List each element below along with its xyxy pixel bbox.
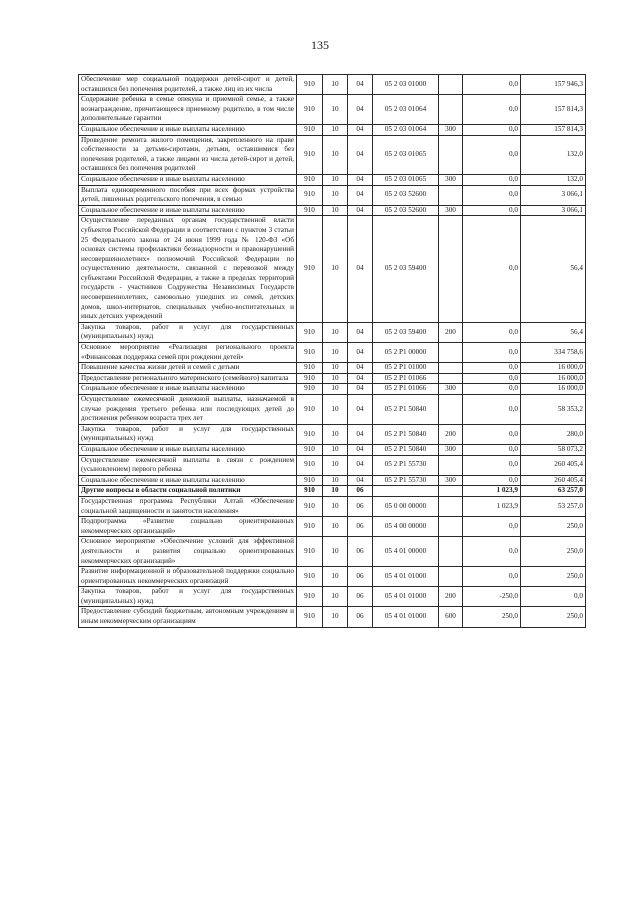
row-expense-type-cell [439, 185, 463, 205]
row-section-cell: 10 [323, 537, 348, 567]
row-name-cell: Осуществление переданных органам государственной власти субъектов Российской Федерации в соответствии с пунктом 3 статьи 25 Федерального закона от 24 июня 1999 года № 120-ФЗ «Об основах системы профилактики безнадзорности и правонарушений несовершеннолетних» полномочий Российской Федерации по осуществлению деятельности, связанной с перевозкой между субъектами Российской Федерации, а также в пределах территорий государств - участников Содружества Независимых Государств несовершеннолетних, самовольно ушедших из семей, детских домов, школ-интернатов, специальных учебно-воспитательных и иных детских учреждений [79, 216, 297, 323]
row-target-article-cell: 05 2 P1 55730 [373, 475, 439, 486]
row-target-article-cell: 05 2 03 01064 [373, 124, 439, 135]
row-name-cell: Выплата единовременного пособия при всех формах устройства детей, лишенных родительского попечения, в семью [79, 185, 297, 205]
row-subsection-cell: 04 [348, 135, 373, 174]
budget-table [78, 74, 586, 628]
row-target-article-cell: 05 2 03 59400 [373, 322, 439, 342]
row-target-article-cell [373, 486, 439, 497]
row-subsection-cell: 04 [348, 174, 373, 185]
row-grbs-cell: 910 [297, 185, 323, 205]
row-expense-type-cell: 300 [439, 444, 463, 455]
row-subsection-cell: 04 [348, 185, 373, 205]
row-name-cell: Подпрограмма «Развитие социально ориентированных некоммерческих организаций» [79, 517, 297, 537]
row-target-article-cell: 05 2 P1 50840 [373, 424, 439, 444]
row-subsection-cell: 04 [348, 216, 373, 323]
row-expense-type-cell: 600 [439, 607, 463, 627]
row-name-cell: Содержание ребенка в семье опекуна и приемной семье, а также вознаграждение, причитающееся приемному родителю, в том числе дополнительные гарантии [79, 95, 297, 125]
row-amount-total-cell: 56,4 [521, 216, 586, 323]
row-amount-total-cell: 157 814,3 [521, 124, 586, 135]
row-subsection-cell: 04 [348, 75, 373, 95]
row-amount-change-cell: 0,0 [463, 95, 521, 125]
row-grbs-cell: 910 [297, 587, 323, 607]
row-name-cell: Основное мероприятие «Обеспечение условий для эффективной деятельности и развития социально ориентированных некоммерческих организаций» [79, 537, 297, 567]
row-grbs-cell: 910 [297, 216, 323, 323]
row-amount-change-cell: 0,0 [463, 216, 521, 323]
table-row [79, 174, 586, 185]
row-target-article-cell: 05 4 00 00000 [373, 517, 439, 537]
row-expense-type-cell [439, 486, 463, 497]
row-amount-change-cell: 1 023,9 [463, 496, 521, 516]
page-number: 135 [311, 38, 329, 52]
row-amount-total-cell: 58 353,2 [521, 395, 586, 425]
row-target-article-cell: 05 2 03 01065 [373, 135, 439, 174]
row-subsection-cell: 04 [348, 455, 373, 475]
row-amount-change-cell: 0,0 [463, 205, 521, 216]
row-amount-change-cell: 0,0 [463, 185, 521, 205]
row-expense-type-cell [439, 75, 463, 95]
row-section-cell: 10 [323, 587, 348, 607]
row-expense-type-cell: 300 [439, 384, 463, 395]
row-target-article-cell: 05 0 00 00000 [373, 496, 439, 516]
row-target-article-cell: 05 2 P1 50840 [373, 395, 439, 425]
row-subsection-cell: 06 [348, 607, 373, 627]
row-name-cell: Закупка товаров, работ и услуг для государственных (муниципальных) нужд [79, 322, 297, 342]
row-name-cell: Предоставление регионального материнского (семейного) капитала [79, 373, 297, 384]
row-subsection-cell: 06 [348, 537, 373, 567]
row-grbs-cell: 910 [297, 567, 323, 587]
row-section-cell: 10 [323, 395, 348, 425]
row-amount-total-cell: 260 405,4 [521, 455, 586, 475]
table-row [79, 124, 586, 135]
row-section-cell: 10 [323, 607, 348, 627]
row-amount-total-cell: 250,0 [521, 607, 586, 627]
row-amount-total-cell: 132,0 [521, 174, 586, 185]
table-row [79, 363, 586, 374]
row-target-article-cell: 05 2 03 01064 [373, 95, 439, 125]
row-name-cell: Социальное обеспечение и иные выплаты населению [79, 124, 297, 135]
row-amount-change-cell: 0,0 [463, 537, 521, 567]
row-grbs-cell: 910 [297, 75, 323, 95]
row-name-cell: Закупка товаров, работ и услуг для государственных (муниципальных) нужд [79, 424, 297, 444]
row-grbs-cell: 910 [297, 607, 323, 627]
row-target-article-cell: 05 2 03 01065 [373, 174, 439, 185]
row-expense-type-cell: 200 [439, 322, 463, 342]
row-amount-change-cell: 0,0 [463, 124, 521, 135]
row-expense-type-cell [439, 567, 463, 587]
row-grbs-cell: 910 [297, 537, 323, 567]
row-name-cell: Предоставление субсидий бюджетным, автономным учреждениям и иным некоммерческим организациям [79, 607, 297, 627]
row-expense-type-cell [439, 537, 463, 567]
row-expense-type-cell [439, 363, 463, 374]
row-name-cell: Проведение ремонта жилого помещения, закрепленного на праве собственности за детьми-сиротами, детьми, оставшимися без попечения родителей, а также лицами из числа детей-сирот и детей, оставшихся без попечения родителей [79, 135, 297, 174]
row-amount-total-cell: 16 000,0 [521, 373, 586, 384]
row-section-cell: 10 [323, 185, 348, 205]
row-section-cell: 10 [323, 475, 348, 486]
row-target-article-cell: 05 4 01 01000 [373, 587, 439, 607]
row-name-cell: Социальное обеспечение и иные выплаты населению [79, 205, 297, 216]
row-grbs-cell: 910 [297, 455, 323, 475]
row-target-article-cell: 05 2 03 52600 [373, 185, 439, 205]
row-grbs-cell: 910 [297, 475, 323, 486]
row-target-article-cell: 05 4 01 00000 [373, 537, 439, 567]
row-name-cell: Развитие информационной и образовательной поддержки социально ориентированных некоммерческих организаций [79, 567, 297, 587]
row-name-cell: Основное мероприятие «Реализация регионального проекта «Финансовая поддержка семей при рождении детей» [79, 343, 297, 363]
row-grbs-cell: 910 [297, 384, 323, 395]
row-expense-type-cell [439, 496, 463, 516]
row-amount-total-cell: 3 066,1 [521, 205, 586, 216]
row-section-cell: 10 [323, 496, 348, 516]
row-expense-type-cell [439, 395, 463, 425]
row-subsection-cell: 04 [348, 444, 373, 455]
row-subsection-cell: 04 [348, 424, 373, 444]
row-amount-change-cell: 250,0 [463, 607, 521, 627]
row-amount-total-cell: 250,0 [521, 537, 586, 567]
row-target-article-cell: 05 2 P1 01000 [373, 363, 439, 374]
table-row [79, 424, 586, 444]
row-amount-total-cell: 53 257,0 [521, 496, 586, 516]
row-grbs-cell: 910 [297, 363, 323, 374]
row-section-cell: 10 [323, 517, 348, 537]
row-subsection-cell: 04 [348, 205, 373, 216]
row-section-cell: 10 [323, 322, 348, 342]
row-amount-total-cell: 56,4 [521, 322, 586, 342]
table-row [79, 322, 586, 342]
row-subsection-cell: 04 [348, 395, 373, 425]
row-amount-change-cell: 1 023,9 [463, 486, 521, 497]
row-section-cell: 10 [323, 205, 348, 216]
row-amount-change-cell: 0,0 [463, 455, 521, 475]
row-expense-type-cell: 300 [439, 174, 463, 185]
table-row [79, 395, 586, 425]
table-row [79, 567, 586, 587]
table-row [79, 517, 586, 537]
row-amount-change-cell: 0,0 [463, 475, 521, 486]
row-expense-type-cell [439, 343, 463, 363]
row-amount-total-cell: 280,0 [521, 424, 586, 444]
row-target-article-cell: 05 4 01 01000 [373, 567, 439, 587]
row-amount-total-cell: 250,0 [521, 517, 586, 537]
row-name-cell: Социальное обеспечение и иные выплаты населению [79, 444, 297, 455]
row-amount-change-cell: 0,0 [463, 373, 521, 384]
row-amount-total-cell: 3 066,1 [521, 185, 586, 205]
row-section-cell: 10 [323, 216, 348, 323]
table-row [79, 185, 586, 205]
row-amount-change-cell: 0,0 [463, 444, 521, 455]
row-expense-type-cell [439, 95, 463, 125]
row-section-cell: 10 [323, 174, 348, 185]
row-name-cell: Повышение качества жизни детей и семей с детьми [79, 363, 297, 374]
row-expense-type-cell: 300 [439, 205, 463, 216]
row-expense-type-cell: 200 [439, 587, 463, 607]
row-subsection-cell: 04 [348, 373, 373, 384]
table-row [79, 135, 586, 174]
row-subsection-cell: 06 [348, 496, 373, 516]
row-name-cell: Государственная программа Республики Алтай «Обеспечение социальной защищенности и занятости населения» [79, 496, 297, 516]
row-expense-type-cell [439, 373, 463, 384]
row-amount-total-cell: 132,0 [521, 135, 586, 174]
row-expense-type-cell: 300 [439, 475, 463, 486]
row-expense-type-cell [439, 517, 463, 537]
row-grbs-cell: 910 [297, 444, 323, 455]
table-body [79, 75, 586, 628]
row-section-cell: 10 [323, 373, 348, 384]
row-subsection-cell: 06 [348, 486, 373, 497]
row-grbs-cell: 910 [297, 496, 323, 516]
row-section-cell: 10 [323, 135, 348, 174]
row-subsection-cell: 04 [348, 475, 373, 486]
row-grbs-cell: 910 [297, 135, 323, 174]
row-amount-change-cell: 0,0 [463, 424, 521, 444]
row-amount-total-cell: 157 946,3 [521, 75, 586, 95]
row-subsection-cell: 06 [348, 567, 373, 587]
row-section-cell: 10 [323, 343, 348, 363]
row-subsection-cell: 04 [348, 343, 373, 363]
row-section-cell: 10 [323, 363, 348, 374]
row-name-cell: Осуществление ежемесячной денежной выплаты, назначаемой в случае рождения третьего ребенка или последующих детей до достижения ребенком возраста трех лет [79, 395, 297, 425]
row-amount-total-cell: 63 257,0 [521, 486, 586, 497]
row-target-article-cell: 05 4 01 01000 [373, 607, 439, 627]
row-expense-type-cell: 300 [439, 124, 463, 135]
row-subsection-cell: 06 [348, 517, 373, 537]
row-grbs-cell: 910 [297, 343, 323, 363]
table-row [79, 373, 586, 384]
row-subsection-cell: 04 [348, 384, 373, 395]
row-amount-total-cell: 157 814,3 [521, 95, 586, 125]
row-section-cell: 10 [323, 455, 348, 475]
row-name-cell: Закупка товаров, работ и услуг для государственных (муниципальных) нужд [79, 587, 297, 607]
row-grbs-cell: 910 [297, 424, 323, 444]
table-row [79, 343, 586, 363]
row-grbs-cell: 910 [297, 124, 323, 135]
row-grbs-cell: 910 [297, 95, 323, 125]
row-amount-total-cell: 260 405,4 [521, 475, 586, 486]
row-amount-change-cell: 0,0 [463, 135, 521, 174]
table-row [79, 216, 586, 323]
row-target-article-cell: 05 2 03 01000 [373, 75, 439, 95]
row-amount-change-cell: 0,0 [463, 343, 521, 363]
row-section-cell: 10 [323, 444, 348, 455]
row-target-article-cell: 05 2 P1 55730 [373, 455, 439, 475]
row-section-cell: 10 [323, 486, 348, 497]
row-section-cell: 10 [323, 424, 348, 444]
row-subsection-cell: 04 [348, 124, 373, 135]
table-row [79, 455, 586, 475]
row-subsection-cell: 04 [348, 363, 373, 374]
row-subsection-cell: 04 [348, 322, 373, 342]
row-name-cell: Обеспечение мер социальной поддержки детей-сирот и детей, оставшихся без попечения родителей, а также лиц из их числа [79, 75, 297, 95]
row-section-cell: 10 [323, 567, 348, 587]
row-grbs-cell: 910 [297, 373, 323, 384]
row-subsection-cell: 06 [348, 587, 373, 607]
row-name-cell: Социальное обеспечение и иные выплаты населению [79, 174, 297, 185]
table-row [79, 444, 586, 455]
row-amount-change-cell: 0,0 [463, 567, 521, 587]
row-target-article-cell: 05 2 P1 01066 [373, 384, 439, 395]
row-target-article-cell: 05 2 03 52600 [373, 205, 439, 216]
row-amount-total-cell: 334 758,6 [521, 343, 586, 363]
row-amount-change-cell: 0,0 [463, 363, 521, 374]
row-expense-type-cell [439, 135, 463, 174]
row-amount-total-cell: 16 000,0 [521, 363, 586, 374]
row-amount-change-cell: 0,0 [463, 517, 521, 537]
row-grbs-cell: 910 [297, 395, 323, 425]
row-target-article-cell: 05 2 P1 50840 [373, 444, 439, 455]
row-section-cell: 10 [323, 384, 348, 395]
row-amount-change-cell: 0,0 [463, 75, 521, 95]
row-name-cell: Социальное обеспечение и иные выплаты населению [79, 384, 297, 395]
row-amount-total-cell: 58 073,2 [521, 444, 586, 455]
row-amount-change-cell: 0,0 [463, 174, 521, 185]
row-target-article-cell: 05 2 P1 00000 [373, 343, 439, 363]
row-name-cell: Другие вопросы в области социальной политики [79, 486, 297, 497]
row-amount-change-cell: 0,0 [463, 395, 521, 425]
row-amount-total-cell: 16 000,0 [521, 384, 586, 395]
table-row [79, 496, 586, 516]
table-row [79, 95, 586, 125]
row-section-cell: 10 [323, 75, 348, 95]
row-name-cell: Осуществление ежемесячной выплаты в связи с рождением (усыновлением) первого ребенка [79, 455, 297, 475]
row-amount-change-cell: 0,0 [463, 322, 521, 342]
table-row [79, 475, 586, 486]
table-row [79, 205, 586, 216]
row-name-cell: Социальное обеспечение и иные выплаты населению [79, 475, 297, 486]
row-subsection-cell: 04 [348, 95, 373, 125]
row-amount-total-cell: 250,0 [521, 567, 586, 587]
row-amount-total-cell: 0,0 [521, 587, 586, 607]
row-grbs-cell: 910 [297, 486, 323, 497]
table-row [79, 384, 586, 395]
row-amount-change-cell: 0,0 [463, 384, 521, 395]
table-row [79, 486, 586, 497]
row-grbs-cell: 910 [297, 517, 323, 537]
row-expense-type-cell [439, 216, 463, 323]
table-row [79, 607, 586, 627]
row-section-cell: 10 [323, 95, 348, 125]
row-section-cell: 10 [323, 124, 348, 135]
table-row [79, 75, 586, 95]
row-grbs-cell: 910 [297, 322, 323, 342]
table-row [79, 537, 586, 567]
row-grbs-cell: 910 [297, 174, 323, 185]
row-expense-type-cell: 200 [439, 424, 463, 444]
row-expense-type-cell [439, 455, 463, 475]
table-row [79, 587, 586, 607]
row-amount-change-cell: -250,0 [463, 587, 521, 607]
row-target-article-cell: 05 2 P1 01066 [373, 373, 439, 384]
row-grbs-cell: 910 [297, 205, 323, 216]
row-target-article-cell: 05 2 03 59400 [373, 216, 439, 323]
